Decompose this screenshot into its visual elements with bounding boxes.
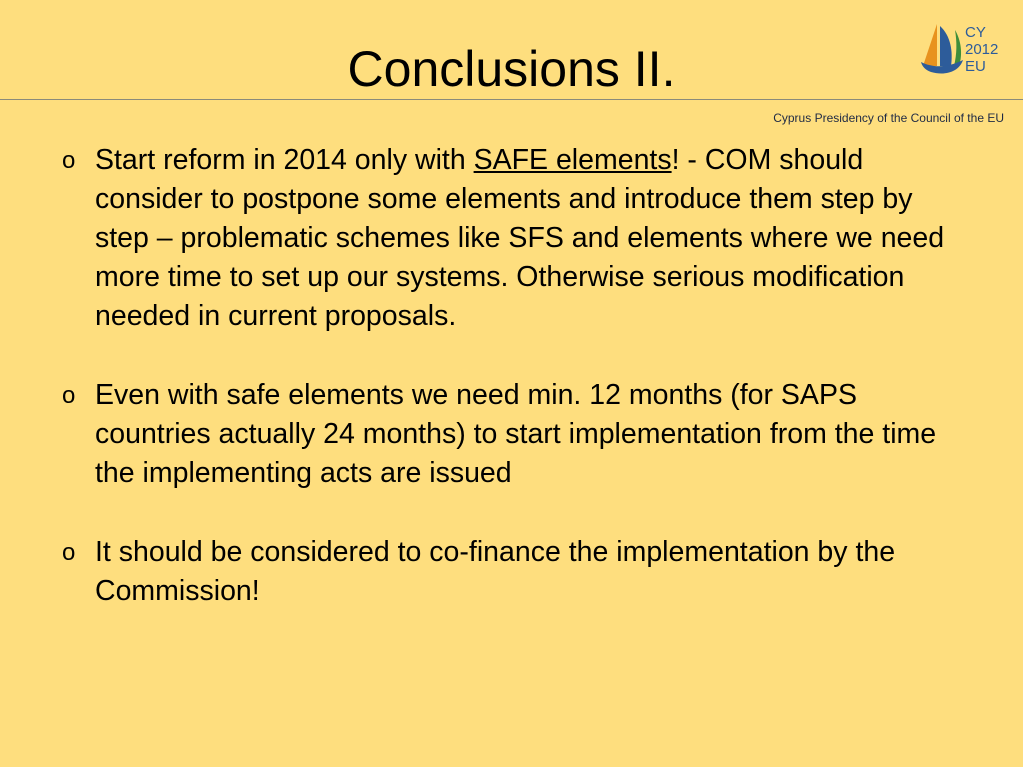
bullet-list [62, 141, 962, 651]
bullet-3-text: It should be considered to co-finance the implementation by the Commission! [95, 536, 896, 607]
title-divider [0, 99, 1023, 100]
bullet-item-1 [62, 141, 962, 336]
bullet-1-emphasis: SAFE elements [473, 144, 672, 176]
bullet-1-text-after: ! - COM should consider to postpone some elements and introduce them step by step – problematic schemes like SFS and elements where we need more time to set up our systems. Otherwise serious modification needed in current proposals. [95, 144, 945, 332]
logo-line-3: EU [965, 58, 986, 75]
bullet-item-3 [62, 533, 962, 611]
logo-line-1: CY [965, 24, 986, 41]
slide-title: Conclusions II. [347, 41, 676, 97]
sailboat-icon [921, 24, 963, 74]
presidency-subtitle: Cyprus Presidency of the Council of the EU [773, 111, 1004, 125]
bullet-1-text-before: Start reform in 2014 only with [95, 144, 474, 176]
logo-line-2: 2012 [965, 41, 999, 58]
bullet-marker: o [62, 539, 76, 566]
bullet-item-2 [62, 376, 962, 493]
cy2012-eu-logo [917, 18, 1023, 80]
bullet-marker: o [62, 147, 76, 174]
bullet-2-text: Even with safe elements we need min. 12 months (for SAPS countries actually 24 months) to start implementation from the time the implementing acts are issued [95, 379, 937, 489]
bullet-marker: o [62, 382, 76, 409]
